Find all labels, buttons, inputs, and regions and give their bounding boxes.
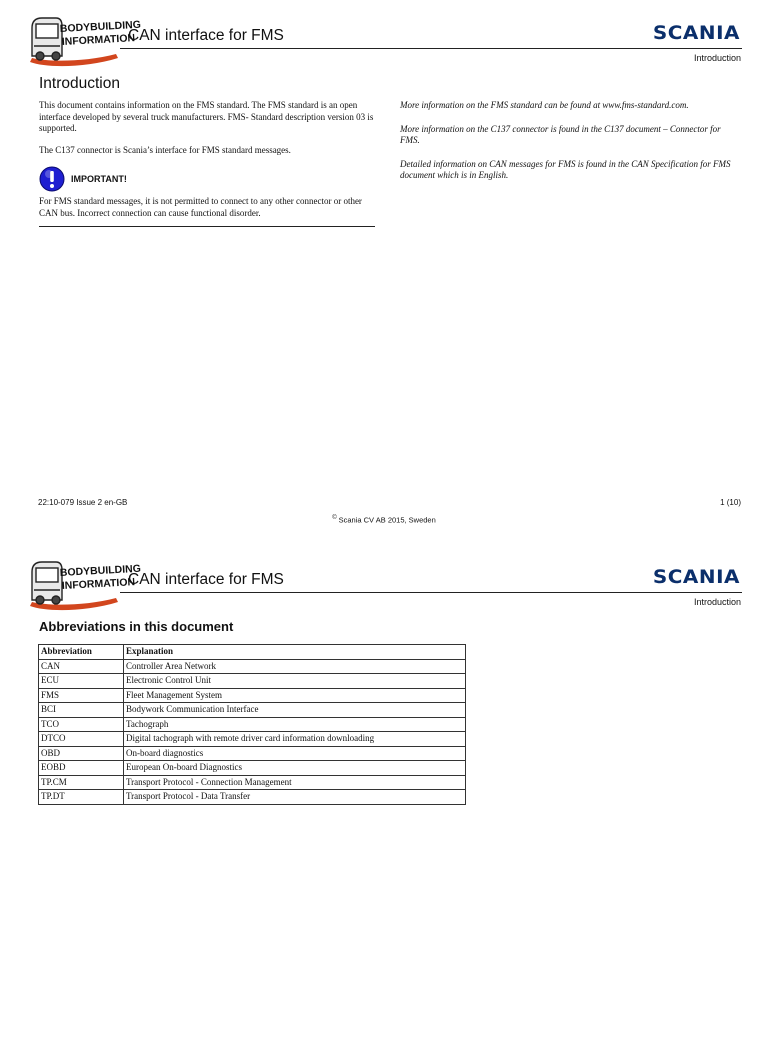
info-paragraph: Detailed information on CAN messages for FMS is found in the CAN Specification for FMS document which is in English. — [400, 158, 731, 180]
intro-paragraph: The C137 connector is Scania’s interface for FMS standard messages. — [39, 144, 291, 155]
document-page-1 — [0, 0, 768, 525]
explanation-cell: Transport Protocol - Connection Management — [124, 775, 466, 790]
page-number: 1 (10) — [720, 498, 741, 507]
document-title: CAN interface for FMS — [128, 27, 284, 44]
explanation-cell: Digital tachograph with remote driver card information downloading — [124, 732, 466, 747]
table-row — [39, 659, 466, 674]
header-divider — [120, 48, 742, 49]
table-row — [39, 688, 466, 703]
truck-icon — [32, 562, 62, 604]
abbreviation-cell: DTCO — [39, 732, 124, 747]
intro-paragraph: This document contains information on the FMS standard. The FMS standard is an open interface developed by several truck manufacturers. FMS- Standard description version 03 is supported. — [39, 100, 374, 133]
header-divider — [120, 592, 742, 593]
abbreviation-cell: BCI — [39, 703, 124, 718]
abbreviation-cell: EOBD — [39, 761, 124, 776]
truck-icon — [32, 18, 62, 60]
exclamation-icon — [39, 166, 65, 192]
table-row — [39, 703, 466, 718]
logo-text-line1: BODYBUILDING — [59, 562, 142, 579]
table-row — [39, 775, 466, 790]
scania-logo: SCANIA — [652, 566, 740, 588]
explanation-cell: Controller Area Network — [124, 659, 466, 674]
explanation-cell: Fleet Management System — [124, 688, 466, 703]
info-paragraph: More information on the FMS standard can be found at www.fms-standard.com. — [400, 100, 689, 110]
explanation-cell: Transport Protocol - Data Transfer — [124, 790, 466, 805]
document-id: 22:10-079 Issue 2 en-GB — [38, 498, 128, 507]
info-paragraph: More information on the C137 connector is found in the C137 document – Connector for FMS. — [400, 123, 721, 145]
abbreviation-cell: TP.DT — [39, 790, 124, 805]
important-label: IMPORTANT! — [71, 174, 127, 184]
document-page-2 — [0, 544, 768, 1056]
explanation-cell: Tachograph — [124, 717, 466, 732]
abbreviation-cell: OBD — [39, 746, 124, 761]
explanation-cell: European On-board Diagnostics — [124, 761, 466, 776]
explanation-cell: Electronic Control Unit — [124, 674, 466, 689]
table-row — [39, 674, 466, 689]
logo-text-line1: BODYBUILDING — [59, 18, 142, 35]
section-label: Introduction — [693, 597, 741, 607]
column-header: Abbreviation — [39, 645, 124, 660]
important-divider — [39, 226, 375, 227]
section-heading: Introduction — [39, 75, 120, 92]
copyright-text: Scania CV AB 2015, Sweden — [338, 515, 436, 525]
abbreviation-cell: ECU — [39, 674, 124, 689]
table-row — [39, 717, 466, 732]
copyright-symbol: © — [332, 515, 337, 521]
table-row — [39, 761, 466, 776]
abbreviations-table — [38, 644, 466, 805]
abbreviation-cell: FMS — [39, 688, 124, 703]
bodybuilding-information-logo — [26, 12, 142, 66]
important-text: For FMS standard messages, it is not permitted to connect to any other connector or other CAN bus. Incorrect connection can cause functional disorder. — [39, 196, 362, 218]
scania-logo: SCANIA — [652, 22, 740, 44]
table-header-row — [39, 645, 466, 660]
abbreviation-cell: TCO — [39, 717, 124, 732]
table-row — [39, 732, 466, 747]
bodybuilding-information-logo — [26, 556, 142, 610]
copyright-notice — [0, 515, 768, 525]
logo-text-line2: INFORMATION — [61, 32, 136, 48]
table-row — [39, 790, 466, 805]
explanation-cell: On-board diagnostics — [124, 746, 466, 761]
table-row — [39, 746, 466, 761]
abbreviation-cell: TP.CM — [39, 775, 124, 790]
explanation-cell: Bodywork Communication Interface — [124, 703, 466, 718]
intro-left-column — [39, 100, 379, 166]
abbreviation-cell: CAN — [39, 659, 124, 674]
column-header: Explanation — [124, 645, 466, 660]
important-notice — [39, 166, 127, 192]
section-heading: Abbreviations in this document — [39, 619, 234, 634]
document-title: CAN interface for FMS — [128, 571, 284, 588]
section-label: Introduction — [693, 53, 741, 63]
logo-text-line2: INFORMATION — [61, 576, 136, 592]
intro-right-column — [400, 100, 740, 194]
